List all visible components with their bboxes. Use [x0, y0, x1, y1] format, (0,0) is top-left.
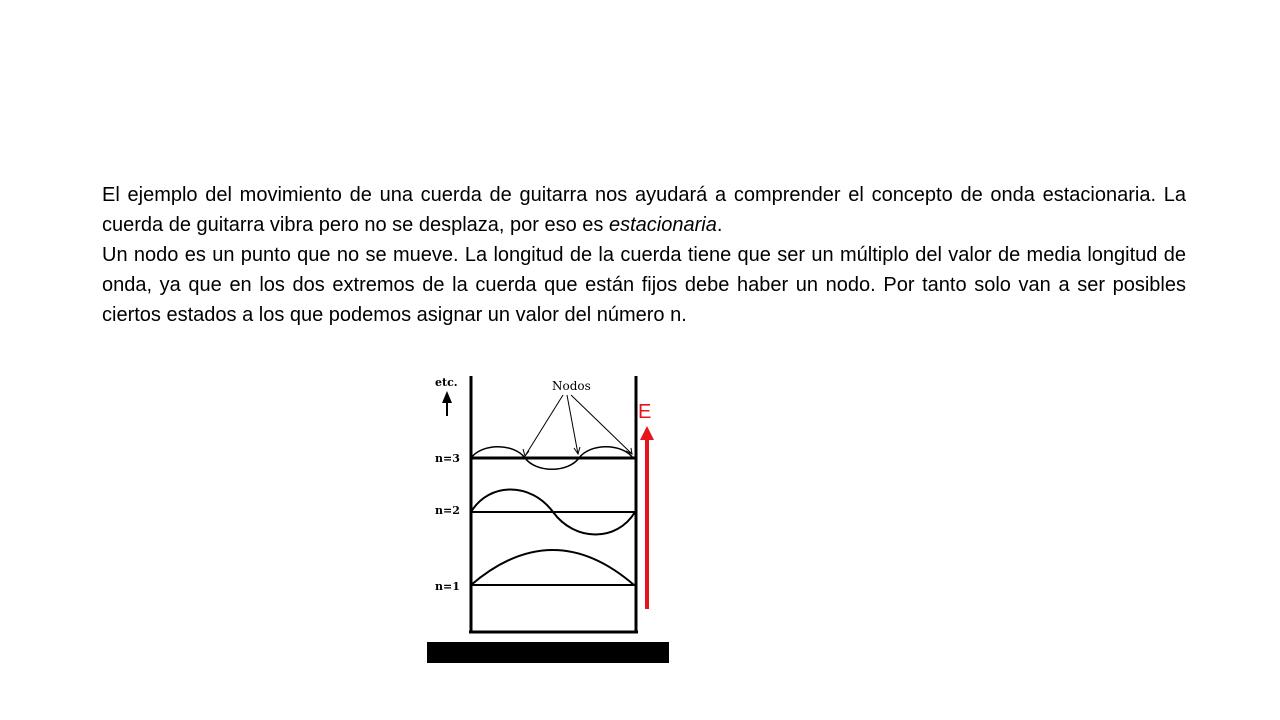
- paragraph-intro: [102, 180, 1186, 240]
- standing-wave-diagram: [426, 366, 670, 664]
- energy-arrow-head: [640, 426, 654, 440]
- nodos-pointer-center: [567, 395, 578, 454]
- slide-text: [102, 180, 1186, 330]
- paragraph-nodes: Un nodo es un punto que no se mueve. La longitud de la cuerda tiene que ser un múltiplo del valor de media longitud de onda, ya que en los dos extremos de la cuerda que están fijos debe haber un nodo. Por tanto solo van a ser posibles ciertos estados a los que podemos asignar un valor del número n.: [102, 244, 1186, 326]
- standing-wave-figure: [426, 366, 670, 664]
- nodos-pointer-right: [571, 395, 632, 454]
- energy-label: E: [638, 401, 652, 423]
- paragraph-intro-italic: estacionaria: [608, 214, 717, 236]
- level-label-n2: n=2: [435, 504, 460, 517]
- level-label-n3: n=3: [435, 452, 460, 465]
- wave-n1: [471, 550, 634, 585]
- paragraph-intro-end: .: [716, 214, 723, 236]
- level-label-n1: n=1: [435, 580, 460, 593]
- paragraph-intro-text: El ejemplo del movimiento de una cuerda de guitarra nos ayudará a comprender el concepto de onda estacionaria. La cuerda de guitarra vibra pero no se desplaza, por eso es: [102, 184, 1186, 236]
- nodos-label: Nodos: [552, 379, 591, 393]
- nodos-pointer-left: [525, 395, 563, 456]
- etc-label: etc.: [435, 376, 458, 389]
- nodos-arrowhead-left: [523, 449, 529, 456]
- etc-arrow-head: [442, 391, 452, 403]
- base-bar: [427, 642, 669, 663]
